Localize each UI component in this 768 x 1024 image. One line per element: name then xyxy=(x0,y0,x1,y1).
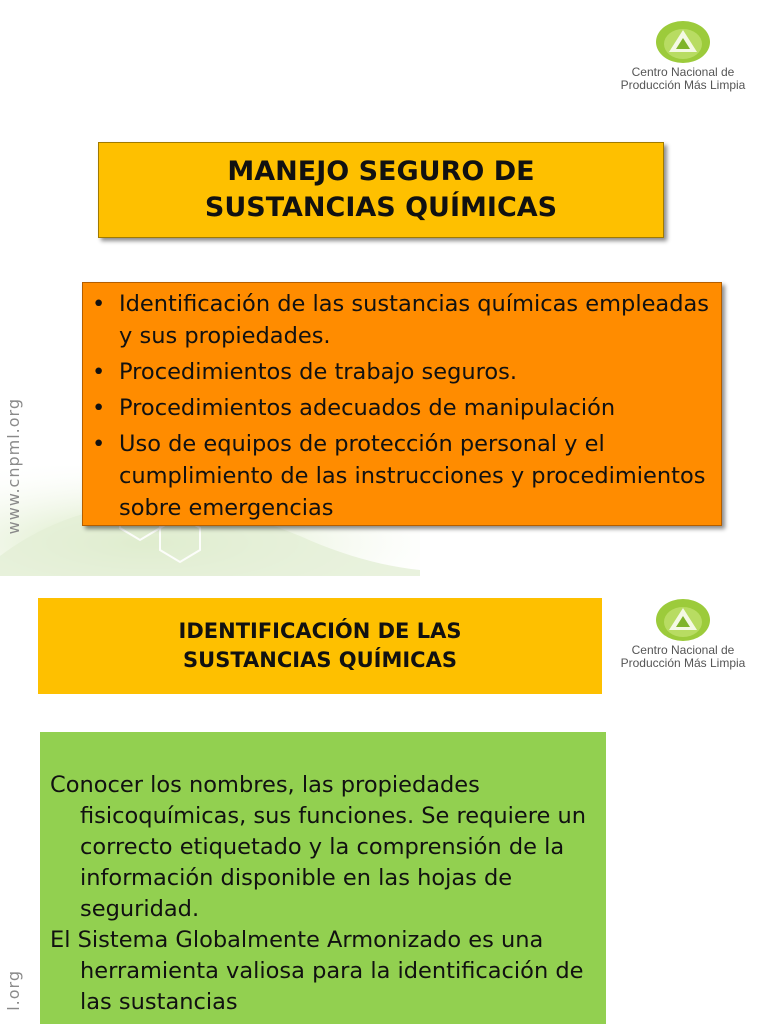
bullet-list-box xyxy=(82,282,722,526)
website-watermark: l.org xyxy=(4,970,23,1011)
logo-line-1: Centro Nacional de xyxy=(631,65,735,79)
list-item: • Identificación de las sustancias químicas empleadas y sus propiedades. xyxy=(87,288,713,352)
title-line-2: SUSTANCIAS QUÍMICAS xyxy=(204,192,558,223)
title-line-1: MANEJO SEGURO DE xyxy=(227,156,535,187)
logo-line-2: Producción Más Limpia xyxy=(620,78,746,92)
logo-line-1: Centro Nacional de xyxy=(631,643,735,657)
bullet-icon: • xyxy=(92,359,106,385)
logo-line-2: Producción Más Limpia xyxy=(620,656,746,670)
slide-2 xyxy=(0,584,768,1024)
bullet-icon: • xyxy=(92,431,106,457)
recycle-triangle-logo-icon xyxy=(655,20,711,64)
bullet-icon: • xyxy=(92,395,106,421)
list-item: • Uso de equipos de protección personal y el cumplimiento de las instrucciones y procedimientos sobre emergencias xyxy=(87,428,713,524)
list-item: • Procedimientos adecuados de manipulación xyxy=(87,392,713,424)
paragraph: El Sistema Globalmente Armonizado es una herramienta valiosa para la identificación de las sustancias xyxy=(50,927,584,1015)
cnpml-logo xyxy=(608,20,758,92)
list-item: • Procedimientos de trabajo seguros. xyxy=(87,356,713,388)
content-box xyxy=(40,732,606,1024)
slide-title xyxy=(98,142,664,238)
paragraph: Conocer los nombres, las propiedades fisicoquímicas, sus funciones. Se requiere un correcto etiquetado y la comprensión de la información disponible en las hojas de seguridad. xyxy=(50,772,587,922)
slide-title xyxy=(38,598,602,694)
cnpml-logo xyxy=(608,598,758,670)
website-watermark: www.cnpml.org xyxy=(4,398,23,535)
bullet-icon: • xyxy=(92,291,106,317)
bullet-list xyxy=(87,288,713,524)
recycle-triangle-logo-icon xyxy=(655,598,711,642)
title-line-1: IDENTIFICACIÓN DE LAS xyxy=(178,619,462,643)
title-line-2: SUSTANCIAS QUÍMICAS xyxy=(183,648,457,672)
